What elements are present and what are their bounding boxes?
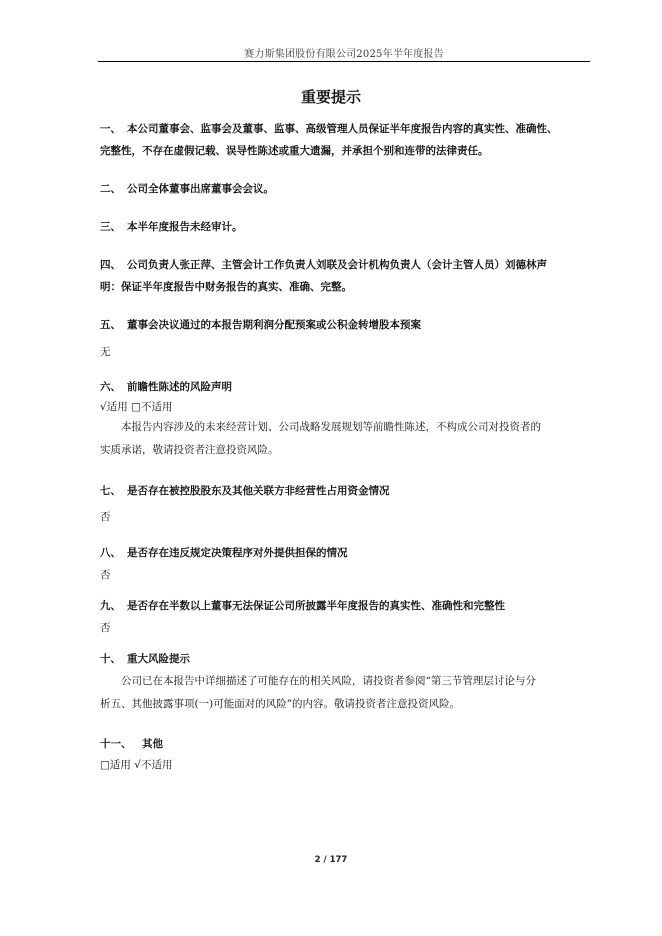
section-5-heading: 董事会决议通过的本报告期利润分配预案或公积金转增股本预案: [127, 319, 421, 331]
section-1-line1: 本公司董事会、监事会及董事、监事、高级管理人员保证半年度报告内容的真实性、准确性、: [127, 123, 558, 135]
running-header: 赛力斯集团股份有限公司2025年半年度报告: [244, 49, 444, 60]
section-9-heading: 是否存在半数以上董事无法保证公司所披露半年度报告的真实性、准确性和完整性: [127, 600, 505, 612]
section-4-line2: 明：保证半年度报告中财务报告的真实、准确、完整。: [100, 281, 352, 293]
section-2-heading: 公司全体董事出席董事会会议。: [127, 183, 274, 195]
section-8: [100, 542, 592, 587]
section-8-answer: 否: [100, 569, 111, 581]
section-1-line2: 完整性，不存在虚假记载、误导性陈述或重大遗漏，并承担个别和连带的法律责任。: [100, 145, 489, 157]
section-3-number: 三、: [100, 221, 121, 233]
section-7-number: 七、: [100, 485, 121, 497]
section-3: [100, 216, 592, 238]
page-title: 重要提示: [300, 88, 361, 106]
page-number: 2 / 177: [314, 855, 348, 865]
section-10-heading: 重大风险提示: [127, 653, 190, 665]
section-5: [100, 314, 592, 364]
section-2-number: 二、: [100, 183, 121, 195]
section-4: [100, 254, 592, 298]
section-1: [100, 118, 592, 162]
section-5-number: 五、: [100, 319, 121, 331]
section-2: [100, 178, 592, 200]
section-11-heading: 其他: [142, 738, 163, 750]
section-8-number: 八、: [100, 547, 121, 559]
section-3-heading: 本半年度报告未经审计。: [127, 221, 243, 233]
section-6-applicability: √适用 □不适用: [100, 401, 173, 413]
section-1-number: 一、: [100, 123, 121, 135]
section-5-answer: 无: [100, 346, 111, 358]
section-4-line1: 公司负责人张正萍、主管会计工作负责人刘联及会计机构负责人（会计主管人员）刘德林声: [127, 259, 547, 271]
section-11-number: 十一、: [100, 738, 132, 750]
section-6: [100, 376, 592, 462]
section-6-heading: 前瞻性陈述的风险声明: [127, 381, 232, 393]
section-4-number: 四、: [100, 259, 121, 271]
section-6-number: 六、: [100, 381, 121, 393]
section-8-heading: 是否存在违反规定决策程序对外提供担保的情况: [127, 547, 348, 559]
section-10-line1: 公司已在本报告中详细描述了可能存在的相关风险，请投资者参阅“第三节管理层讨论与分: [121, 675, 536, 687]
section-7-answer: 否: [100, 511, 111, 523]
section-10-number: 十、: [100, 653, 121, 665]
header-rule: [98, 61, 590, 62]
section-10-line2: 析五、其他披露事项(一)可能面对的风险”的内容。敬请投资者注意投资风险。: [100, 698, 461, 710]
section-10: [100, 648, 592, 716]
section-6-line1: 本报告内容涉及的未来经营计划、公司战略发展规划等前瞻性陈述，不构成公司对投资者的: [121, 421, 541, 433]
section-11: [100, 733, 592, 775]
section-9: [100, 595, 592, 640]
section-9-number: 九、: [100, 600, 121, 612]
section-7-heading: 是否存在被控股股东及其他关联方非经营性占用资金情况: [127, 485, 390, 497]
section-9-answer: 否: [100, 622, 111, 634]
section-6-line2: 实质承诺，敬请投资者注意投资风险。: [100, 444, 279, 456]
section-11-applicability: □适用 √不适用: [100, 759, 173, 771]
section-7: [100, 480, 592, 529]
